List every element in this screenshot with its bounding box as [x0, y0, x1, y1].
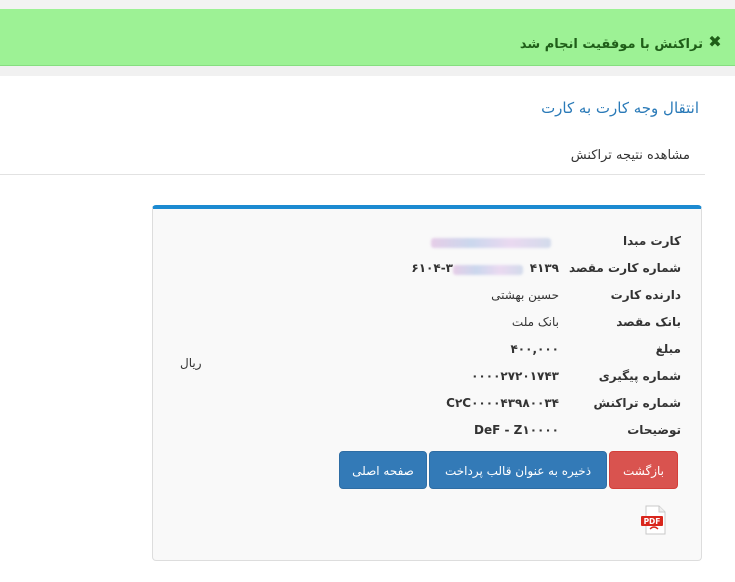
amount-value: ۴۰۰,۰۰۰ — [510, 342, 559, 356]
pdf-label: PDF — [643, 517, 661, 527]
description-label: توضیحات — [627, 423, 681, 437]
dest-card-start: ۶۱۰۴-۳ — [411, 261, 453, 275]
tracking-number-value: ۰۰۰۰۲۷۲۰۱۷۴۳ — [471, 369, 559, 383]
save-template-button[interactable]: ذخیره به عنوان قالب پرداخت — [429, 451, 607, 489]
home-button[interactable]: صفحه اصلی — [339, 451, 427, 489]
description-value: DeF - Z۱۰۰۰۰ — [474, 423, 559, 437]
page-title: انتقال وجه کارت به کارت — [541, 99, 699, 117]
source-card-label: کارت مبدا — [622, 234, 681, 248]
transaction-number-value: C۲C۰۰۰۰۴۳۹۸۰۰۳۴ — [446, 396, 559, 410]
masked-dest-card — [453, 265, 523, 275]
tracking-number-label: شماره پیگیری — [598, 369, 681, 383]
currency-label: ریال — [180, 356, 202, 370]
transaction-number-label: شماره تراکنش — [593, 396, 681, 410]
card-holder-value: حسین بهشتی — [491, 288, 559, 302]
divider — [0, 174, 705, 175]
page-subtitle: مشاهده نتیجه تراکنش — [570, 148, 690, 163]
pdf-icon[interactable] — [640, 505, 668, 535]
transaction-result-panel — [152, 205, 702, 561]
card-holder-label: دارنده کارت — [610, 288, 681, 302]
masked-source-card — [431, 238, 551, 248]
top-gap — [0, 0, 735, 9]
dest-bank-value: بانک ملت — [511, 315, 559, 329]
alert-message: تراکنش با موفقیت انجام شد — [519, 37, 703, 52]
dest-card-end: ۴۱۳۹ — [529, 261, 559, 275]
dest-bank-label: بانک مقصد — [616, 315, 681, 329]
back-button[interactable]: بازگشت — [609, 451, 678, 489]
dest-card-label: شماره کارت مقصد — [569, 261, 681, 275]
success-alert — [0, 9, 735, 66]
section-divider — [0, 66, 735, 76]
close-icon[interactable]: ✖ — [708, 32, 722, 51]
amount-label: مبلغ — [655, 342, 681, 356]
